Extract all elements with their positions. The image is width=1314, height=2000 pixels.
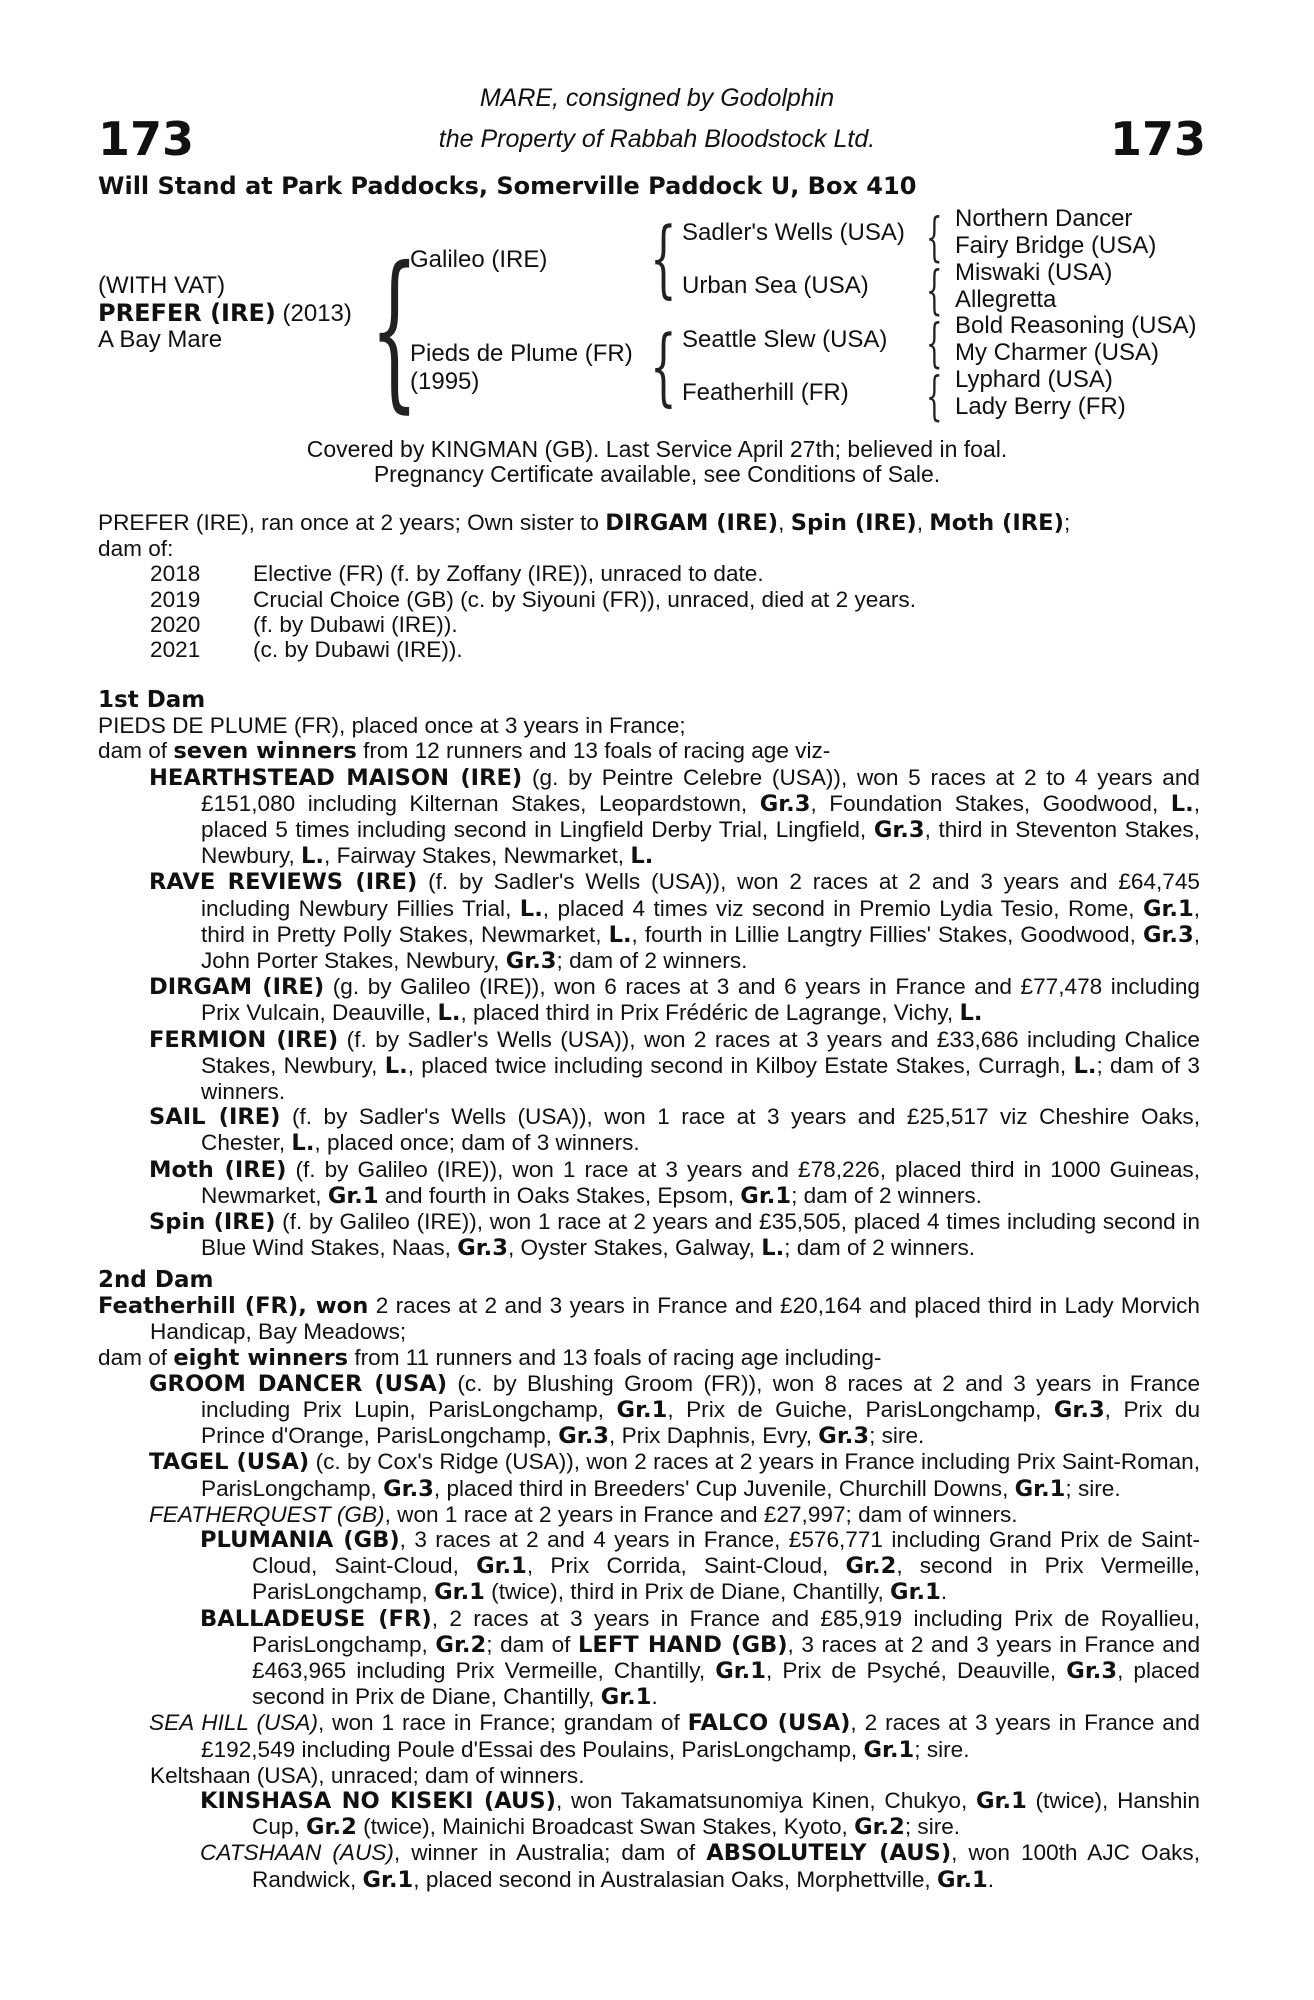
- gg-8: Lady Berry (FR): [955, 393, 1126, 420]
- brace-g2: {: [926, 261, 943, 321]
- horse-title: [98, 299, 352, 328]
- brace-dam: {: [650, 317, 677, 415]
- runner-entry: BALLADEUSE (FR), 2 races at 3 years in France and £85,919 including Prix de Royallieu, ParisLongchamp, Gr.2; dam of LEFT HAND (GB), 3 races at 2 and 3 years in France and £463,965 including Prix Vermeille, Chantilly, Gr.1, Prix de Psyché, Deauville, Gr.3, placed second in Prix de Diane, Chantilly, Gr.1.: [200, 1605, 1201, 1711]
- dam-dam: Featherhill (FR): [682, 379, 849, 406]
- dam-sire: Seattle Slew (USA): [682, 326, 888, 353]
- stand-line: Will Stand at Park Paddocks, Somerville Paddock U, Box 410: [98, 172, 917, 200]
- second-dam-section: [98, 1268, 1200, 1893]
- intro-section: [98, 510, 1200, 662]
- gg-3: Miswaki (USA): [955, 259, 1113, 286]
- gg-1: Northern Dancer: [955, 205, 1133, 232]
- runner-entry: Spin (IRE) (f. by Galileo (IRE)), won 1 race at 2 years and £35,505, placed 4 times including second in Blue Wind Stakes, Naas, Gr.3, Oyster Stakes, Galway, L.; dam of 2 winners.: [149, 1209, 1201, 1262]
- runner-entry: DIRGAM (IRE) (g. by Galileo (IRE)), won 6 races at 3 and 6 years in France and £77,478 including Prix Vulcain, Deauville, L., placed third in Prix Frédéric de Lagrange, Vichy, L.: [149, 974, 1200, 1027]
- runner-entry: CATSHAAN (AUS), winner in Australia; dam of ABSOLUTELY (AUS), won 100th AJC Oaks, Randwick, Gr.1, placed second in Australasian Oaks, Morphettville, Gr.1.: [200, 1840, 1201, 1893]
- runner-entry: TAGEL (USA) (c. by Cox's Ridge (USA)), won 2 races at 2 years in France including Prix Saint-Roman, ParisLongchamp, Gr.3, placed third in Breeders' Cup Juvenile, Churchill Downs, Gr.1; sire.: [149, 1449, 1200, 1502]
- intro-line: PREFER (IRE), ran once at 2 years; Own sister to DIRGAM (IRE), Spin (IRE), Moth (IRE);: [98, 510, 1071, 536]
- gg-6: My Charmer (USA): [955, 339, 1160, 366]
- foal-row: 2021 (c. by Dubawi (IRE)).: [150, 637, 463, 663]
- runner-entry: KINSHASA NO KISEKI (AUS), won Takamatsunomiya Kinen, Chukyo, Gr.1 (twice), Hanshin Cup, Gr.2 (twice), Mainichi Broadcast Swan Stakes, Kyoto, Gr.2; sire.: [200, 1788, 1200, 1841]
- second-dam-heading: 2nd Dam: [98, 1267, 214, 1293]
- first-dam-line: PIEDS DE PLUME (FR), placed once at 3 years in France;: [98, 713, 686, 739]
- foal-row: 2020 (f. by Dubawi (IRE)).: [150, 611, 458, 637]
- covered-line-1: Covered by KINGMAN (GB). Last Service April 27th; believed in foal.: [306, 436, 1008, 462]
- brace-g1: {: [926, 208, 943, 268]
- sire-sire: Sadler's Wells (USA): [682, 219, 905, 246]
- horse-year: (2013): [282, 300, 352, 327]
- vat-note: (WITH VAT): [98, 272, 226, 299]
- runner-entry: GROOM DANCER (USA) (c. by Blushing Groom (FR)), won 8 races at 2 and 3 years in France including Prix Lupin, ParisLongchamp, Gr.1, Prix de Guiche, ParisLongchamp, Gr.3, Prix du Prince d'Orange, ParisLongchamp, Gr.3, Prix Daphnis, Evry, Gr.3; sire.: [149, 1370, 1201, 1450]
- horse-description: A Bay Mare: [98, 326, 223, 353]
- sire-dam: Urban Sea (USA): [682, 272, 869, 299]
- lot-number-right: 173: [1109, 112, 1206, 166]
- horse-name: PREFER (IRE): [98, 299, 276, 327]
- runner-entry: HEARTHSTEAD MAISON (IRE) (g. by Peintre Celebre (USA)), won 5 races at 2 to 4 years and £151,080 including Kilternan Stakes, Leopardstown, Gr.3, Foundation Stakes, Goodwood, L., placed 5 times including second in Lingfield Derby Trial, Lingfield, Gr.3, third in Steventon Stakes, Newbury, L., Fairway Stakes, Newmarket, L.: [149, 764, 1201, 870]
- dam-name: Pieds de Plume (FR): [410, 340, 633, 367]
- brace-g4: {: [926, 367, 943, 427]
- second-dam-summary: dam of eight winners from 11 runners and 13 foals of racing age including-: [98, 1344, 882, 1371]
- first-dam-section: [98, 688, 1200, 1261]
- runner-entry: RAVE REVIEWS (IRE) (f. by Sadler's Wells (USA)), won 2 races at 2 and 3 years and £64,745 including Newbury Fillies Trial, L., placed 4 times viz second in Premio Lydia Tesio, Rome, Gr.1, third in Pretty Polly Stakes, Newmarket, L., fourth in Lillie Langtry Fillies' Stakes, Goodwood, Gr.3, John Porter Stakes, Newbury, Gr.3; dam of 2 winners.: [149, 869, 1201, 975]
- runner-entry: Keltshaan (USA), unraced; dam of winners.: [150, 1762, 585, 1788]
- runner-entry: Moth (IRE) (f. by Galileo (IRE)), won 1 race at 3 years and £78,226, placed third in 1000 Guineas, Newmarket, Gr.1 and fourth in Oaks Stakes, Epsom, Gr.1; dam of 2 winners.: [149, 1156, 1200, 1209]
- property-line: the Property of Rabbah Bloodstock Ltd.: [438, 125, 876, 153]
- foal-row: 2019 Crucial Choice (GB) (c. by Siyouni (FR)), unraced, died at 2 years.: [150, 586, 916, 612]
- gg-4: Allegretta: [955, 286, 1057, 313]
- brace-sire: {: [650, 209, 677, 307]
- lot-number-left: 173: [98, 112, 195, 166]
- first-dam-summary: dam of seven winners from 12 runners and 13 foals of racing age viz-: [98, 738, 831, 765]
- runner-entry: SAIL (IRE) (f. by Sadler's Wells (USA)), won 1 race at 3 years and £25,517 viz Cheshire Oaks, Chester, L., placed once; dam of 3 winners.: [149, 1104, 1200, 1157]
- brace-g3: {: [926, 314, 943, 374]
- runner-entry: PLUMANIA (GB), 3 races at 2 and 4 years in France, £576,771 including Grand Prix de Saint-Cloud, Saint-Cloud, Gr.1, Prix Corrida, Saint-Cloud, Gr.2, second in Prix Vermeille, ParisLongchamp, Gr.1 (twice), third in Prix de Diane, Chantilly, Gr.1.: [200, 1527, 1200, 1606]
- runner-entry: FEATHERQUEST (GB), won 1 race at 2 years in France and £27,997; dam of winners.: [149, 1501, 1018, 1527]
- brace-main: {: [370, 231, 419, 429]
- gg-5: Bold Reasoning (USA): [955, 312, 1197, 339]
- covered-line-2: Pregnancy Certificate available, see Conditions of Sale.: [373, 461, 941, 487]
- foal-row: 2018 Elective (FR) (f. by Zoffany (IRE)), unraced to date.: [150, 561, 764, 587]
- dam-of-label: dam of:: [98, 536, 174, 562]
- runner-entry: SEA HILL (USA), won 1 race in France; grandam of FALCO (USA), 2 races at 3 years in France and £192,549 including Poule d'Essai des Poulains, ParisLongchamp, Gr.1; sire.: [149, 1710, 1200, 1763]
- second-dam-line: Featherhill (FR), won 2 races at 2 and 3 years in France and £20,164 and placed third in Lady Morvich Handicap, Bay Meadows;: [98, 1293, 1200, 1345]
- gg-7: Lyphard (USA): [955, 366, 1113, 393]
- first-dam-heading: 1st Dam: [98, 687, 206, 713]
- runner-entry: FERMION (IRE) (f. by Sadler's Wells (USA)), won 2 races at 3 years and £33,686 including Chalice Stakes, Newbury, L., placed twice including second in Kilboy Estate Stakes, Curragh, L.; dam of 3 winners.: [149, 1026, 1200, 1105]
- gg-2: Fairy Bridge (USA): [955, 232, 1157, 259]
- dam-year: (1995): [410, 368, 480, 395]
- sire-name: Galileo (IRE): [410, 246, 548, 273]
- consigned-line: MARE, consigned by Godolphin: [479, 84, 835, 112]
